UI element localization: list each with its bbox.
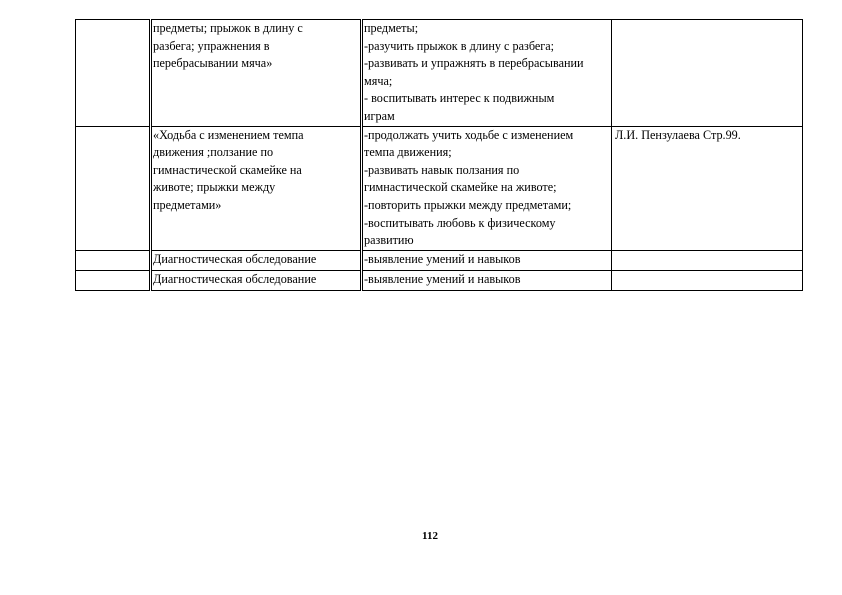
source-cell: Л.И. Пензулаева Стр.99. (612, 126, 803, 250)
topic-cell: Диагностическая обследование (151, 270, 362, 290)
page-number: 112 (422, 530, 438, 542)
topic-cell: предметы; прыжок в длину с разбега; упражнения в перебрасывании мяча» (151, 20, 362, 127)
table-row (76, 126, 803, 250)
source-cell (612, 20, 803, 127)
goals-cell: предметы; -разучить прыжок в длину с разбега; -развивать и упражнять в перебрасывании мяча; - воспитывать интерес к подвижным играм (362, 20, 612, 127)
topic-cell: «Ходьба с изменением темпа движения ;ползание по гимнастической скамейке на животе; прыжки между предметами» (151, 126, 362, 250)
source-cell (612, 270, 803, 290)
goals-cell: -выявление умений и навыков (362, 270, 612, 290)
goals-cell: -продолжать учить ходьбе с изменением темпа движения; -развивать навык ползания по гимнастической скамейке на животе; -повторить прыжки между предметами; -воспитывать любовь к физическому развитию (362, 126, 612, 250)
row-number-cell (76, 250, 151, 270)
source-cell (612, 250, 803, 270)
topic-cell: Диагностическая обследование (151, 250, 362, 270)
row-number-cell (76, 270, 151, 290)
table-row (76, 20, 803, 127)
row-number-cell (76, 20, 151, 127)
table-row (76, 250, 803, 270)
table-row (76, 270, 803, 290)
row-number-cell (76, 126, 151, 250)
goals-cell: -выявление умений и навыков (362, 250, 612, 270)
lesson-plan-table (75, 19, 803, 291)
